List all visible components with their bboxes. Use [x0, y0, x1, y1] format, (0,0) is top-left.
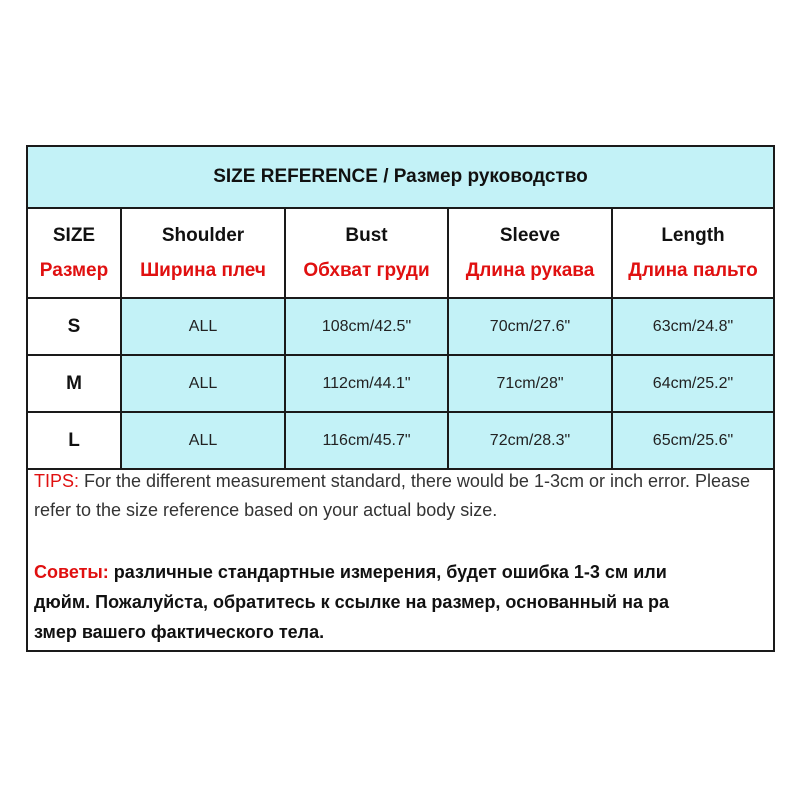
table-title-row — [28, 147, 773, 208]
header-bust — [285, 208, 448, 298]
shoulder-cell: ALL — [121, 298, 285, 355]
length-cell: 64cm/25.2" — [612, 355, 773, 412]
header-size-ru: Размер — [39, 259, 109, 281]
header-shoulder — [121, 208, 285, 298]
header-row — [28, 208, 773, 298]
size-cell: S — [28, 298, 121, 355]
header-sleeve-en: Sleeve — [499, 224, 561, 246]
sovety-line-1 — [34, 557, 772, 587]
sleeve-cell: 70cm/27.6" — [448, 298, 612, 355]
table-row — [28, 298, 773, 355]
header-shoulder-en: Shoulder — [161, 224, 245, 246]
bust-cell: 116cm/45.7" — [285, 412, 448, 469]
tips-label: TIPS: — [34, 471, 80, 491]
sleeve-cell: 72cm/28.3" — [448, 412, 612, 469]
sovety-line-3: змер вашего фактического тела. — [34, 622, 325, 642]
header-length-ru: Длина пальто — [628, 259, 758, 281]
sovety-label: Советы: — [34, 562, 109, 582]
header-sleeve — [448, 208, 612, 298]
shoulder-cell: ALL — [121, 412, 285, 469]
shoulder-cell: ALL — [121, 355, 285, 412]
header-length-en: Length — [661, 224, 725, 246]
size-table — [28, 147, 773, 470]
sovety-line-2: дюйм. Пожалуйста, обратитесь к ссылке на размер, основанный на ра — [34, 592, 669, 612]
table-row — [28, 412, 773, 469]
tips-note — [34, 467, 769, 525]
header-bust-ru: Обхват груди — [303, 259, 430, 281]
sleeve-cell: 71cm/28" — [448, 355, 612, 412]
size-cell: L — [28, 412, 121, 469]
bust-cell: 112cm/44.1" — [285, 355, 448, 412]
header-sleeve-ru: Длина рукава — [465, 259, 595, 281]
table-row — [28, 355, 773, 412]
length-cell: 65cm/25.6" — [612, 412, 773, 469]
header-bust-en: Bust — [345, 224, 388, 246]
bust-cell: 108cm/42.5" — [285, 298, 448, 355]
table-title: SIZE REFERENCE / Размер руководство — [28, 147, 773, 208]
sovety-text-1: различные стандартные измерения, будет ошибка 1-3 см или — [108, 562, 667, 582]
length-cell: 63cm/24.8" — [612, 298, 773, 355]
sovety-note — [34, 557, 772, 647]
header-size — [28, 208, 121, 298]
header-shoulder-ru: Ширина плеч — [140, 259, 266, 281]
header-length — [612, 208, 773, 298]
size-cell: M — [28, 355, 121, 412]
tips-text: For the different measurement standard, there would be 1-3cm or inch error. Please refer to the size reference based on your actual body size. — [34, 471, 751, 520]
header-size-en: SIZE — [52, 224, 96, 246]
size-chart — [26, 145, 775, 652]
